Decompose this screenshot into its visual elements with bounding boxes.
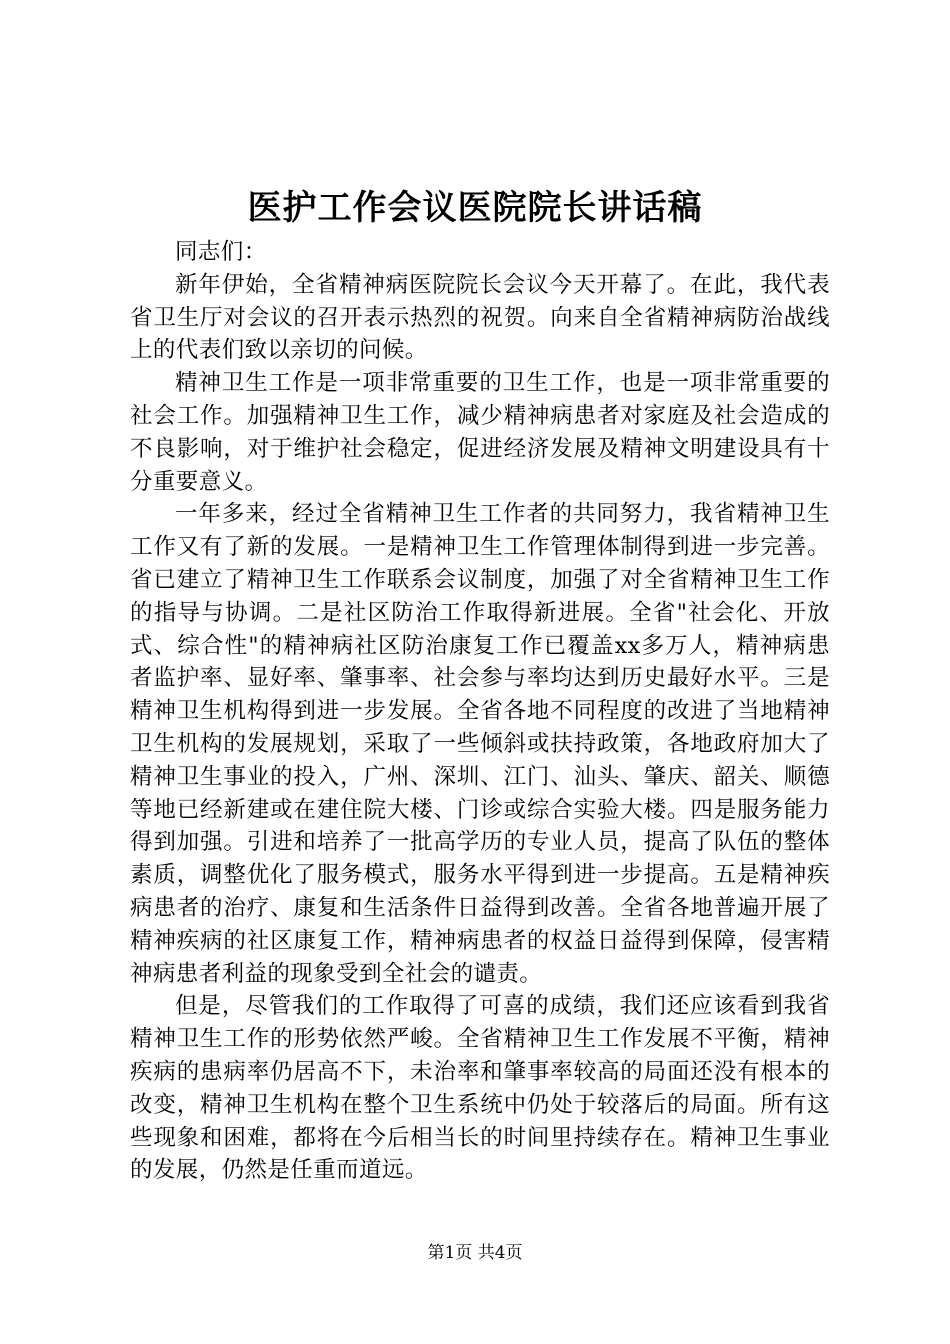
paragraph-importance: 精神卫生工作是一项非常重要的卫生工作，也是一项非常重要的社会工作。加强精神卫生工作，减少精神病患者对家庭及社会造成的不良影响，对于维护社会稳定，促进经济发展及精神文明建设具有十分重要意义。 bbox=[130, 370, 830, 495]
paragraph-opening: 新年伊始，全省精神病医院院长会议今天开幕了。在此，我代表省卫生厅对会议的召开表示热烈的祝贺。向来自全省精神病防治战线上的代表们致以亲切的问候。 bbox=[130, 271, 830, 364]
paragraph-challenges: 但是，尽管我们的工作取得了可喜的成绩，我们还应该看到我省精神卫生工作的形势依然严峻。全省精神卫生工作发展不平衡，精神疾病的患病率仍居高不下，未治率和肇事率较高的局面还没有根本的改变，精神卫生机构在整个卫生系统中仍处于较落后的局面。所有这些现象和困难，都将在今后相当长的时间里持续存在。精神卫生事业的发展，仍然是任重而道远。 bbox=[130, 993, 830, 1184]
paragraph-salutation: 同志们： bbox=[175, 239, 267, 265]
page-footer: 第1页 共4页 bbox=[427, 1243, 523, 1263]
document-body bbox=[130, 236, 830, 1187]
document-title: 医护工作会议医院院长讲话稿 bbox=[247, 188, 703, 228]
paragraph-achievements: 一年多来，经过全省精神卫生工作者的共同努力，我省精神卫生工作又有了新的发展。一是精神卫生工作管理体制得到进一步完善。省已建立了精神卫生工作联系会议制度，加强了对全省精神卫生工作的指导与协调。二是社区防治工作取得新进展。全省"社会化、开放式、综合性"的精神病社区防治康复工作已覆盖xx多万人，精神病患者监护率、显好率、肇事率、社会参与率均达到历史最好水平。三是精神卫生机构得到进一步发展。全省各地不同程度的改进了当地精神卫生机构的发展规划，采取了一些倾斜或扶持政策，各地政府加大了精神卫生事业的投入，广州、深圳、江门、汕头、肇庆、韶关、顺德等地已经新建或在建住院大楼、门诊或综合实验大楼。四是服务能力得到加强。引进和培养了一批高学历的专业人员，提高了队伍的整体素质，调整优化了服务模式，服务水平得到进一步提高。五是精神疾病患者的治疗、康复和生活条件日益得到改善。全省各地普遍开展了精神疾病的社区康复工作，精神病患者的权益日益得到保障，侵害精神病患者利益的现象受到全社会的谴责。 bbox=[130, 501, 830, 987]
